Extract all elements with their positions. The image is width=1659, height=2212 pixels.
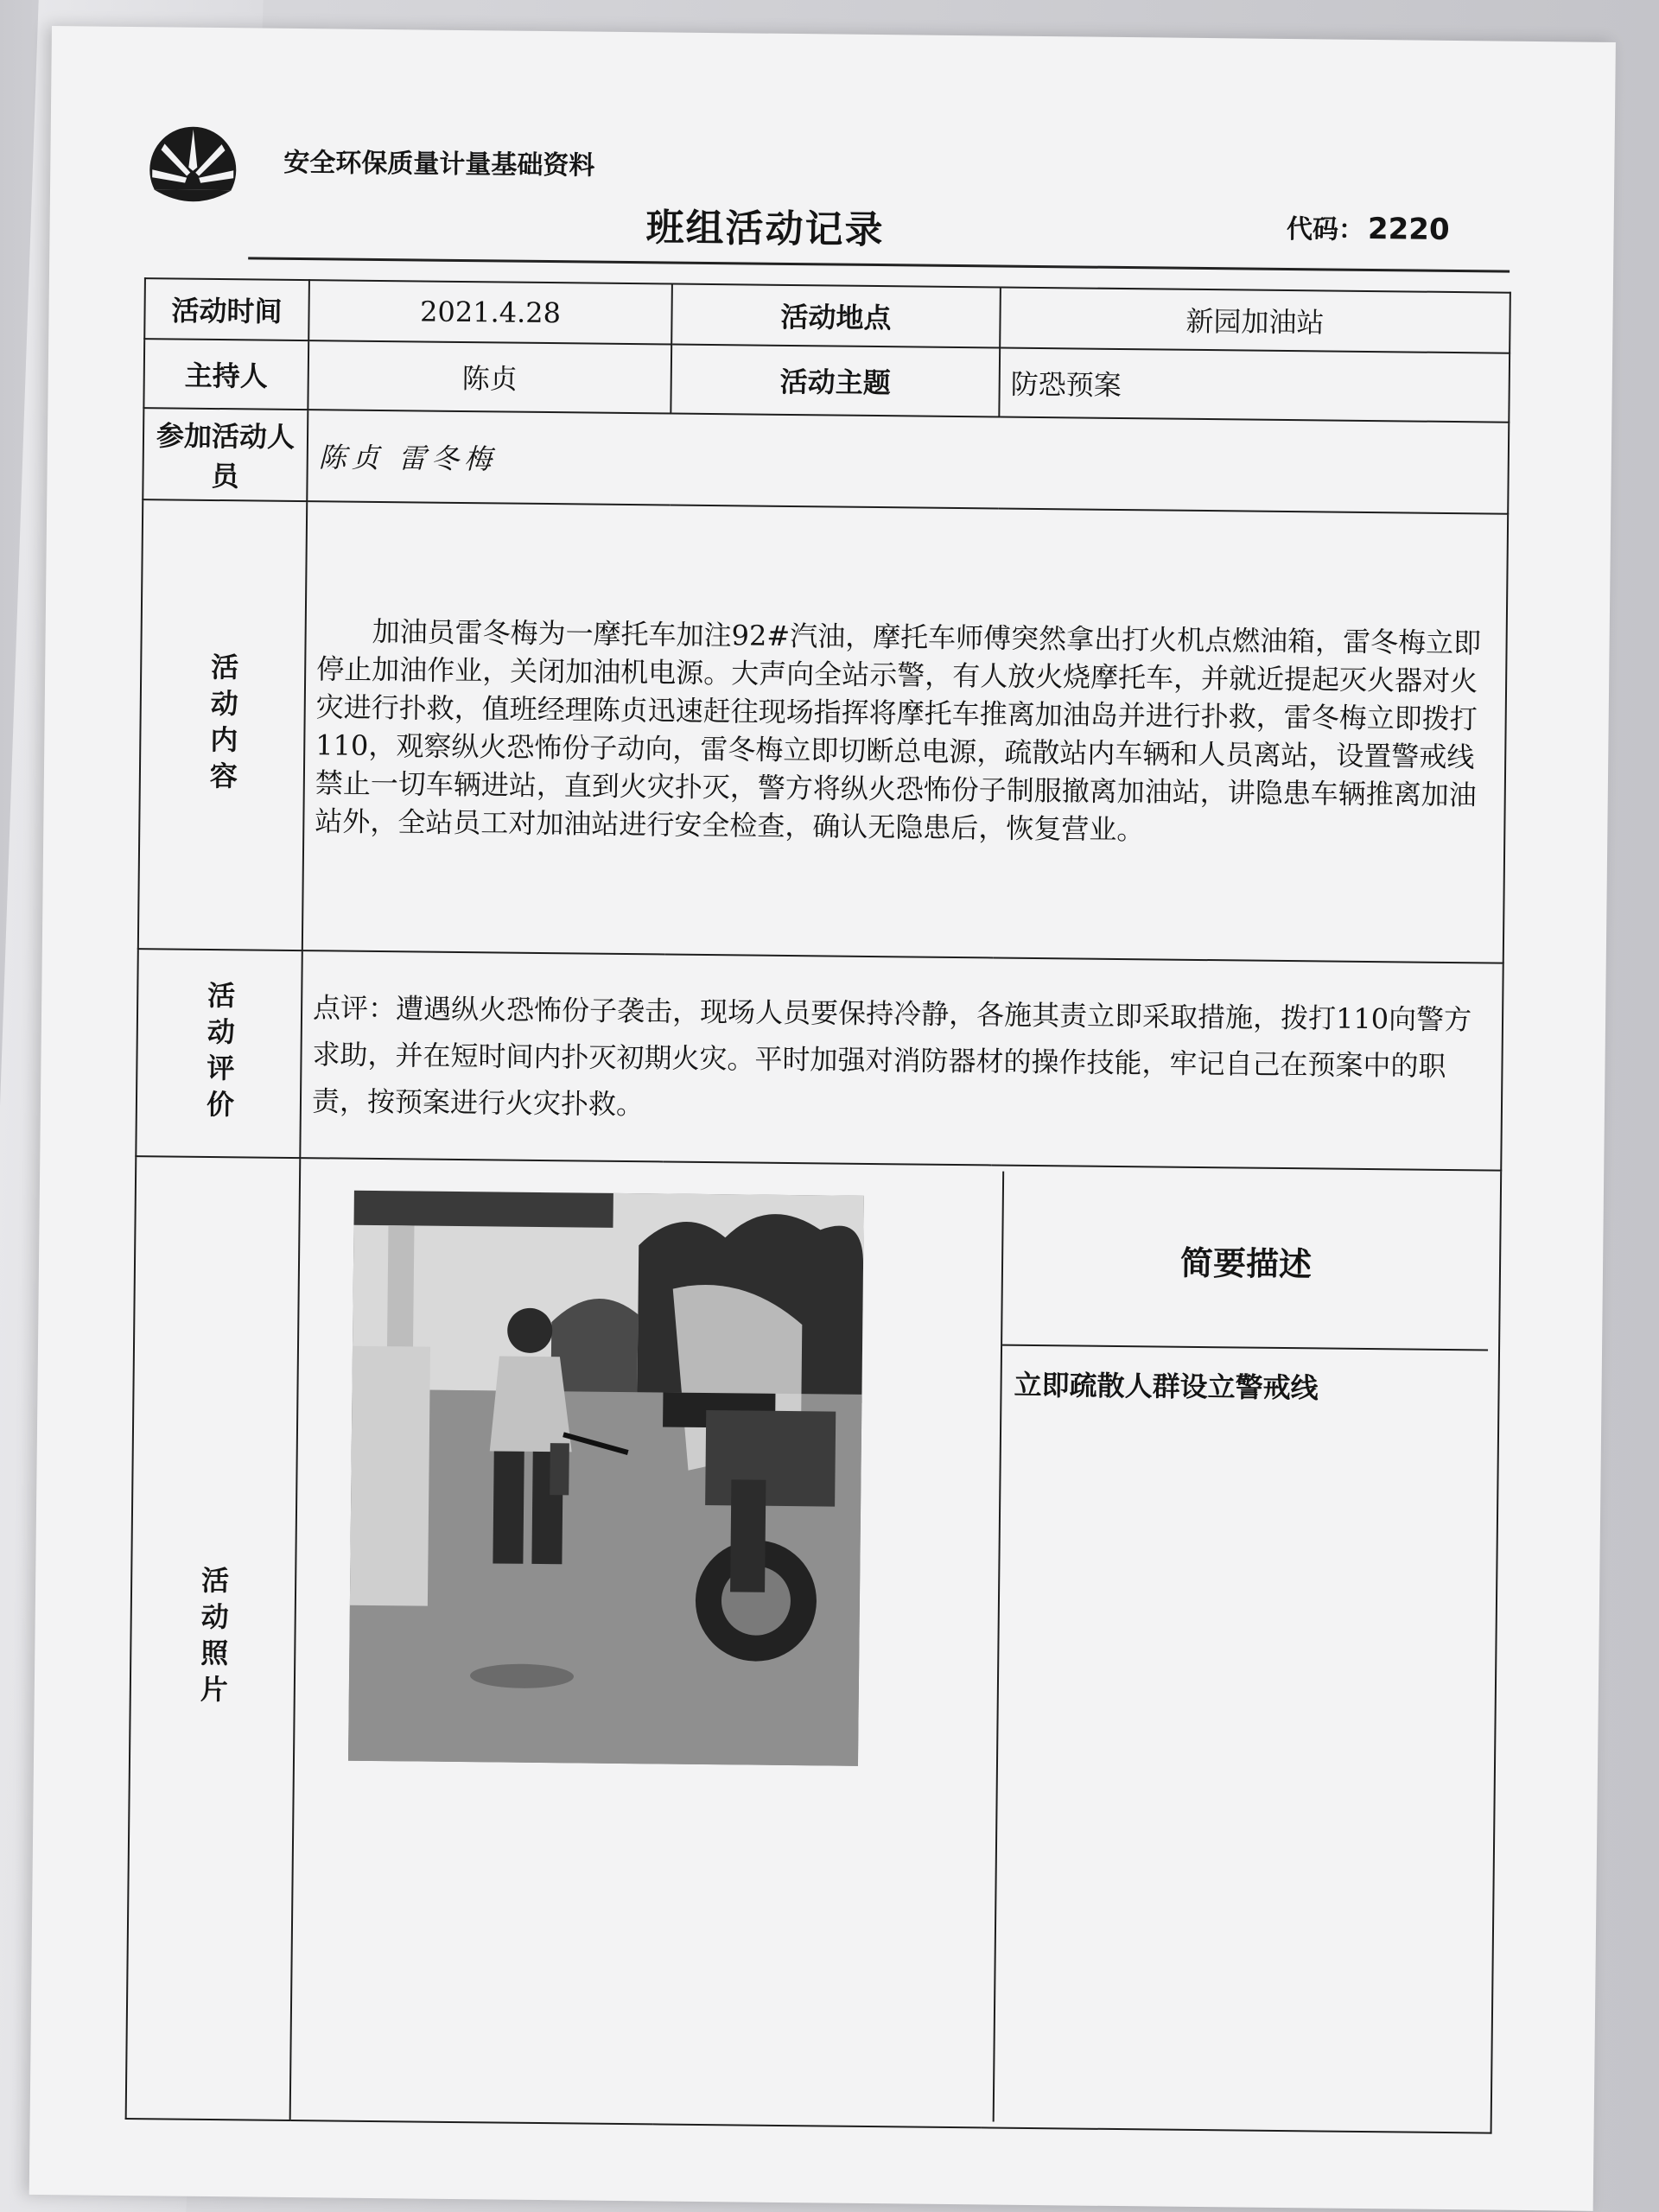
participants-signature: 陈贞 雷冬梅 [307, 410, 1509, 514]
page-content [124, 105, 1511, 2158]
table-row [138, 499, 1508, 963]
document-code [1287, 207, 1450, 247]
petrochina-logo-icon [145, 122, 241, 218]
activity-photo [348, 1191, 864, 1766]
photo-label-cell [126, 1156, 301, 2120]
description-text: 立即疏散人群设立警戒线 [1014, 1368, 1319, 1405]
document-header [144, 105, 1511, 292]
location-value: 新园加油站 [1000, 288, 1510, 353]
content-text: 加油员雷冬梅为一摩托车加注92#汽油，摩托车师傅突然拿出打火机点燃油箱，雷冬梅立即停止加油作业，关闭加油机电源。大声向全站示警，有人放火烧摩托车，并就近提起灭火器对火灾进行扑救，值班经理陈贞迅速赶往现场指挥将摩托车推离加油岛并进行扑救，雷冬梅立即拨打110，观察纵火恐怖份子动向，雷冬梅立即切断总电源，疏散站内车辆和人员离站，设置警戒线禁止一切车辆进站，直到火灾扑灭，警方将纵火恐怖份子制服撤离加油站，讲隐患车辆推离加油站外，全站员工对加油站进行安全检查，确认无隐患后，恢复营业。 [302, 501, 1508, 963]
page-title: 班组活动记录 [645, 206, 885, 253]
activity-record-table [125, 277, 1511, 2133]
eval-label-cell [136, 949, 302, 1158]
host-value: 陈贞 [308, 340, 671, 413]
document-page [29, 26, 1616, 2211]
photo-area [302, 1164, 1004, 2121]
table-row [136, 949, 1503, 1171]
eval-text: 点评：遭遇纵火恐怖份子袭击，现场人员要保持冷静，各施其责立即采取措施，拨打110向警方求助，并在短时间内扑灭初期火灾。平时加强对消防器材的操作技能，牢记自己在预案中的职责，按预案进行火灾扑救。 [300, 950, 1503, 1171]
content-label: 活动内容 [205, 652, 240, 798]
table-row [143, 408, 1509, 514]
topic-value: 防恐预案 [999, 348, 1510, 423]
photo-cell [290, 1158, 1502, 2133]
org-name: 安全环保质量计量基础资料 [283, 147, 595, 181]
content-label-cell [138, 499, 307, 950]
table-row [126, 1156, 1502, 2133]
code-label: 代码： [1286, 213, 1365, 245]
host-label: 主持人 [143, 339, 308, 410]
location-label: 活动地点 [671, 284, 1001, 348]
header-divider [248, 257, 1510, 272]
photo-section [302, 1164, 1490, 2126]
description-header: 简要描述 [1002, 1172, 1490, 1351]
eval-label: 活动评价 [201, 980, 237, 1127]
code-value: 2220 [1367, 211, 1450, 247]
description-area [995, 1172, 1490, 2127]
time-value: 2021.4.28 [308, 280, 672, 344]
topic-label: 活动主题 [671, 345, 1000, 417]
time-label: 活动时间 [144, 278, 309, 340]
photo-label: 活动照片 [195, 1565, 231, 1712]
participants-label: 参加活动人员 [143, 408, 308, 501]
